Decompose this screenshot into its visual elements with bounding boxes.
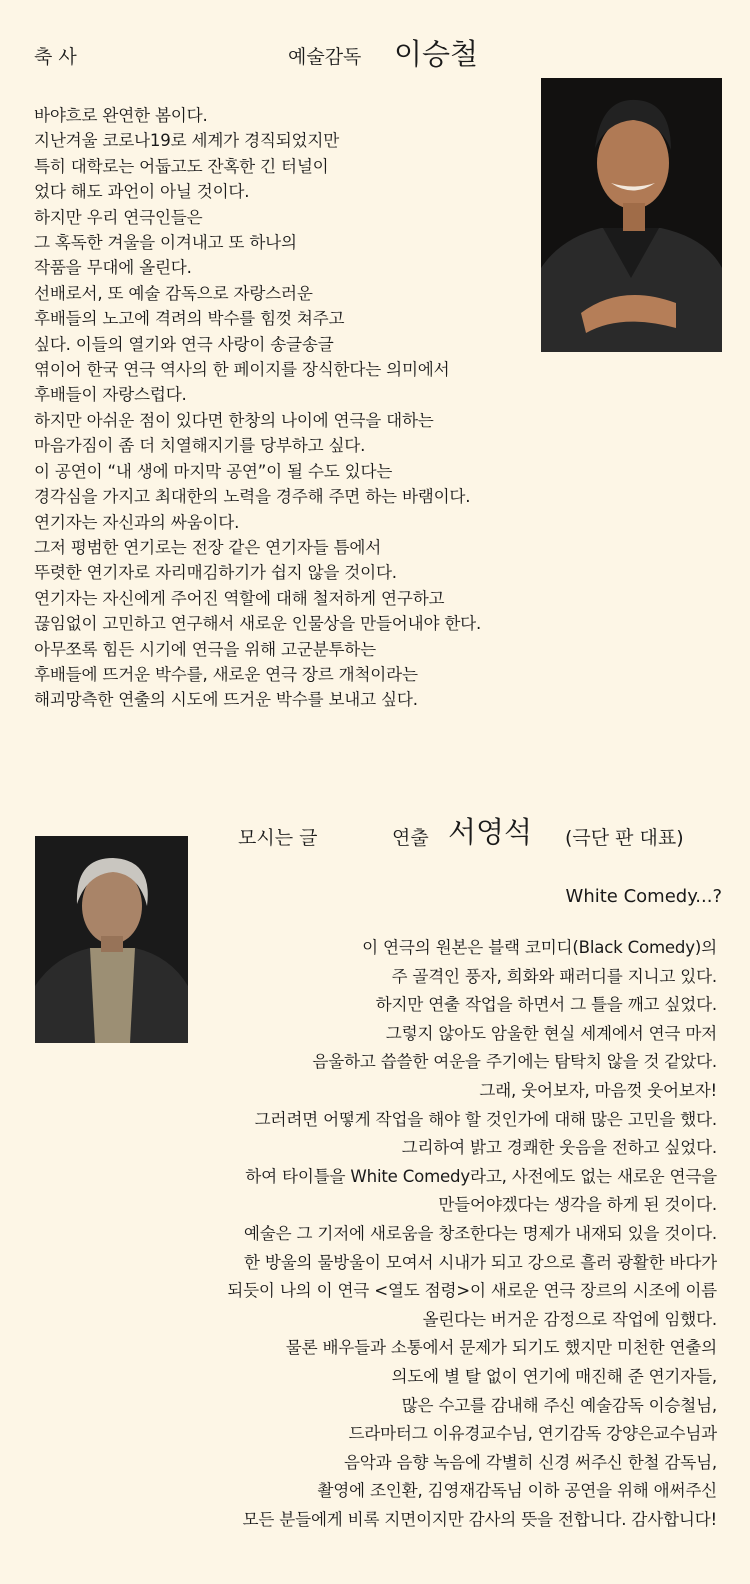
section1-role: 예술감독 xyxy=(288,46,362,68)
text-line: 엮이어 한국 연극 역사의 한 페이지를 장식한다는 의미에서 xyxy=(34,360,450,380)
text-line: 아무쪼록 힘든 시기에 연극을 위해 고군분투하는 xyxy=(34,639,376,659)
section1-name: 이승철 xyxy=(394,37,479,71)
text-line: 후배들에 뜨거운 박수를, 새로운 연극 장르 개척이라는 xyxy=(34,664,418,684)
text-line: 연기자는 자신에게 주어진 역할에 대해 철저하게 연구하고 xyxy=(34,588,445,608)
section1-header xyxy=(0,30,750,80)
section1-label: 축 사 xyxy=(34,46,77,68)
text-line: 물론 배우들과 소통에서 문제가 되기도 했지만 미천한 연출의 xyxy=(285,1338,717,1358)
text-line: 이 공연이 “내 생에 마지막 공연”이 될 수도 있다는 xyxy=(34,461,393,481)
text-line: 그래, 웃어보자, 마음껏 웃어보자! xyxy=(479,1080,717,1100)
section2-affiliation: (극단 판 대표) xyxy=(565,827,684,849)
text-line: 한 방울의 물방울이 모여서 시내가 되고 강으로 흘러 광활한 바다가 xyxy=(243,1252,717,1272)
text-line: 후배들의 노고에 격려의 박수를 힘껏 쳐주고 xyxy=(34,309,345,329)
text-line: 그러려면 어떻게 작업을 해야 할 것인가에 대해 많은 고민을 했다. xyxy=(254,1109,717,1129)
text-line: 그 혹독한 겨울을 이겨내고 또 하나의 xyxy=(34,233,297,253)
text-line: 특히 대학로는 어둡고도 잔혹한 긴 터널이 xyxy=(34,156,329,176)
text-line: 드라마터그 이유경교수님, 연기감독 강양은교수님과 xyxy=(348,1424,717,1444)
text-line: 었다 해도 과언이 아닐 것이다. xyxy=(34,182,250,202)
text-line: 지난겨울 코로나19로 세계가 경직되었지만 xyxy=(34,131,340,151)
text-line: 그저 평범한 연기로는 전장 같은 연기자들 틈에서 xyxy=(34,537,382,557)
text-line: 연기자는 자신과의 싸움이다. xyxy=(34,512,240,532)
section2-role: 연출 xyxy=(392,827,429,849)
text-line: 예술은 그 기저에 새로움을 창조한다는 명제가 내재되 있을 것이다. xyxy=(243,1223,717,1243)
text-line: 모든 분들에게 비록 지면이지만 감사의 뜻을 전합니다. 감사합니다! xyxy=(242,1509,717,1529)
section2-body xyxy=(17,934,717,1534)
text-line: 이 연극의 원본은 블랙 코미디(Black Comedy)의 xyxy=(362,938,717,957)
text-line: 작품을 무대에 올린다. xyxy=(34,258,192,278)
text-line: 끊임없이 고민하고 연구해서 새로운 인물상을 만들어내야 한다. xyxy=(34,614,482,634)
text-line: 싶다. 이들의 열기와 연극 사랑이 송글송글 xyxy=(34,334,334,354)
text-line: 되듯이 나의 이 연극 <열도 점령>이 새로운 연극 장르의 시조에 이름 xyxy=(227,1281,717,1301)
text-line: 음울하고 씁쓸한 여운을 주기에는 탐탁치 않을 것 같았다. xyxy=(312,1052,717,1072)
text-line: 후배들이 자랑스럽다. xyxy=(34,385,187,405)
section1-body xyxy=(34,103,724,713)
text-line: 그렇지 않아도 암울한 현실 세계에서 연극 마저 xyxy=(385,1023,717,1043)
text-line: 그리하여 밝고 경쾌한 웃음을 전하고 싶었다. xyxy=(401,1138,717,1158)
text-line: 음악과 음향 녹음에 각별히 신경 써주신 한철 감독님, xyxy=(343,1452,717,1472)
text-line: 많은 수고를 감내해 주신 예술감독 이승철님, xyxy=(401,1395,717,1415)
text-line: 뚜렷한 연기자로 자리매김하기가 쉽지 않을 것이다. xyxy=(34,563,397,583)
text-line: 의도에 별 탈 없이 연기에 매진해 준 연기자들, xyxy=(391,1366,717,1386)
section2-name: 서영석 xyxy=(448,815,533,849)
section2-label: 모시는 글 xyxy=(238,827,318,849)
text-line: 해괴망측한 연출의 시도에 뜨거운 박수를 보내고 싶다. xyxy=(34,690,418,710)
text-line: 하지만 우리 연극인들은 xyxy=(34,207,203,227)
text-line: 하여 타이틀을 White Comedy라고, 사전에도 없는 새로운 연극을 xyxy=(245,1166,717,1186)
text-line: 마음가짐이 좀 더 치열해지기를 당부하고 싶다. xyxy=(34,436,366,456)
text-line: 올린다는 버거운 감정으로 작업에 임했다. xyxy=(422,1309,717,1329)
section2-subtitle: White Comedy...? xyxy=(565,886,722,907)
text-line: 하지만 연출 작업을 하면서 그 틀을 깨고 싶었다. xyxy=(375,995,717,1015)
text-line: 촬영에 조인환, 김영재감독님 이하 공연을 위해 애써주신 xyxy=(317,1481,717,1501)
text-line: 바야흐로 완연한 봄이다. xyxy=(34,106,208,125)
text-line: 주 골격인 풍자, 희화와 패러디를 지니고 있다. xyxy=(391,966,717,986)
text-line: 하지만 아쉬운 점이 있다면 한창의 나이에 연극을 대하는 xyxy=(34,410,434,430)
text-line: 경각심을 가지고 최대한의 노력을 경주해 주면 하는 바램이다. xyxy=(34,487,471,507)
text-line: 선배로서, 또 예술 감독으로 자랑스러운 xyxy=(34,283,313,303)
text-line: 만들어야겠다는 생각을 하게 된 것이다. xyxy=(438,1195,717,1215)
